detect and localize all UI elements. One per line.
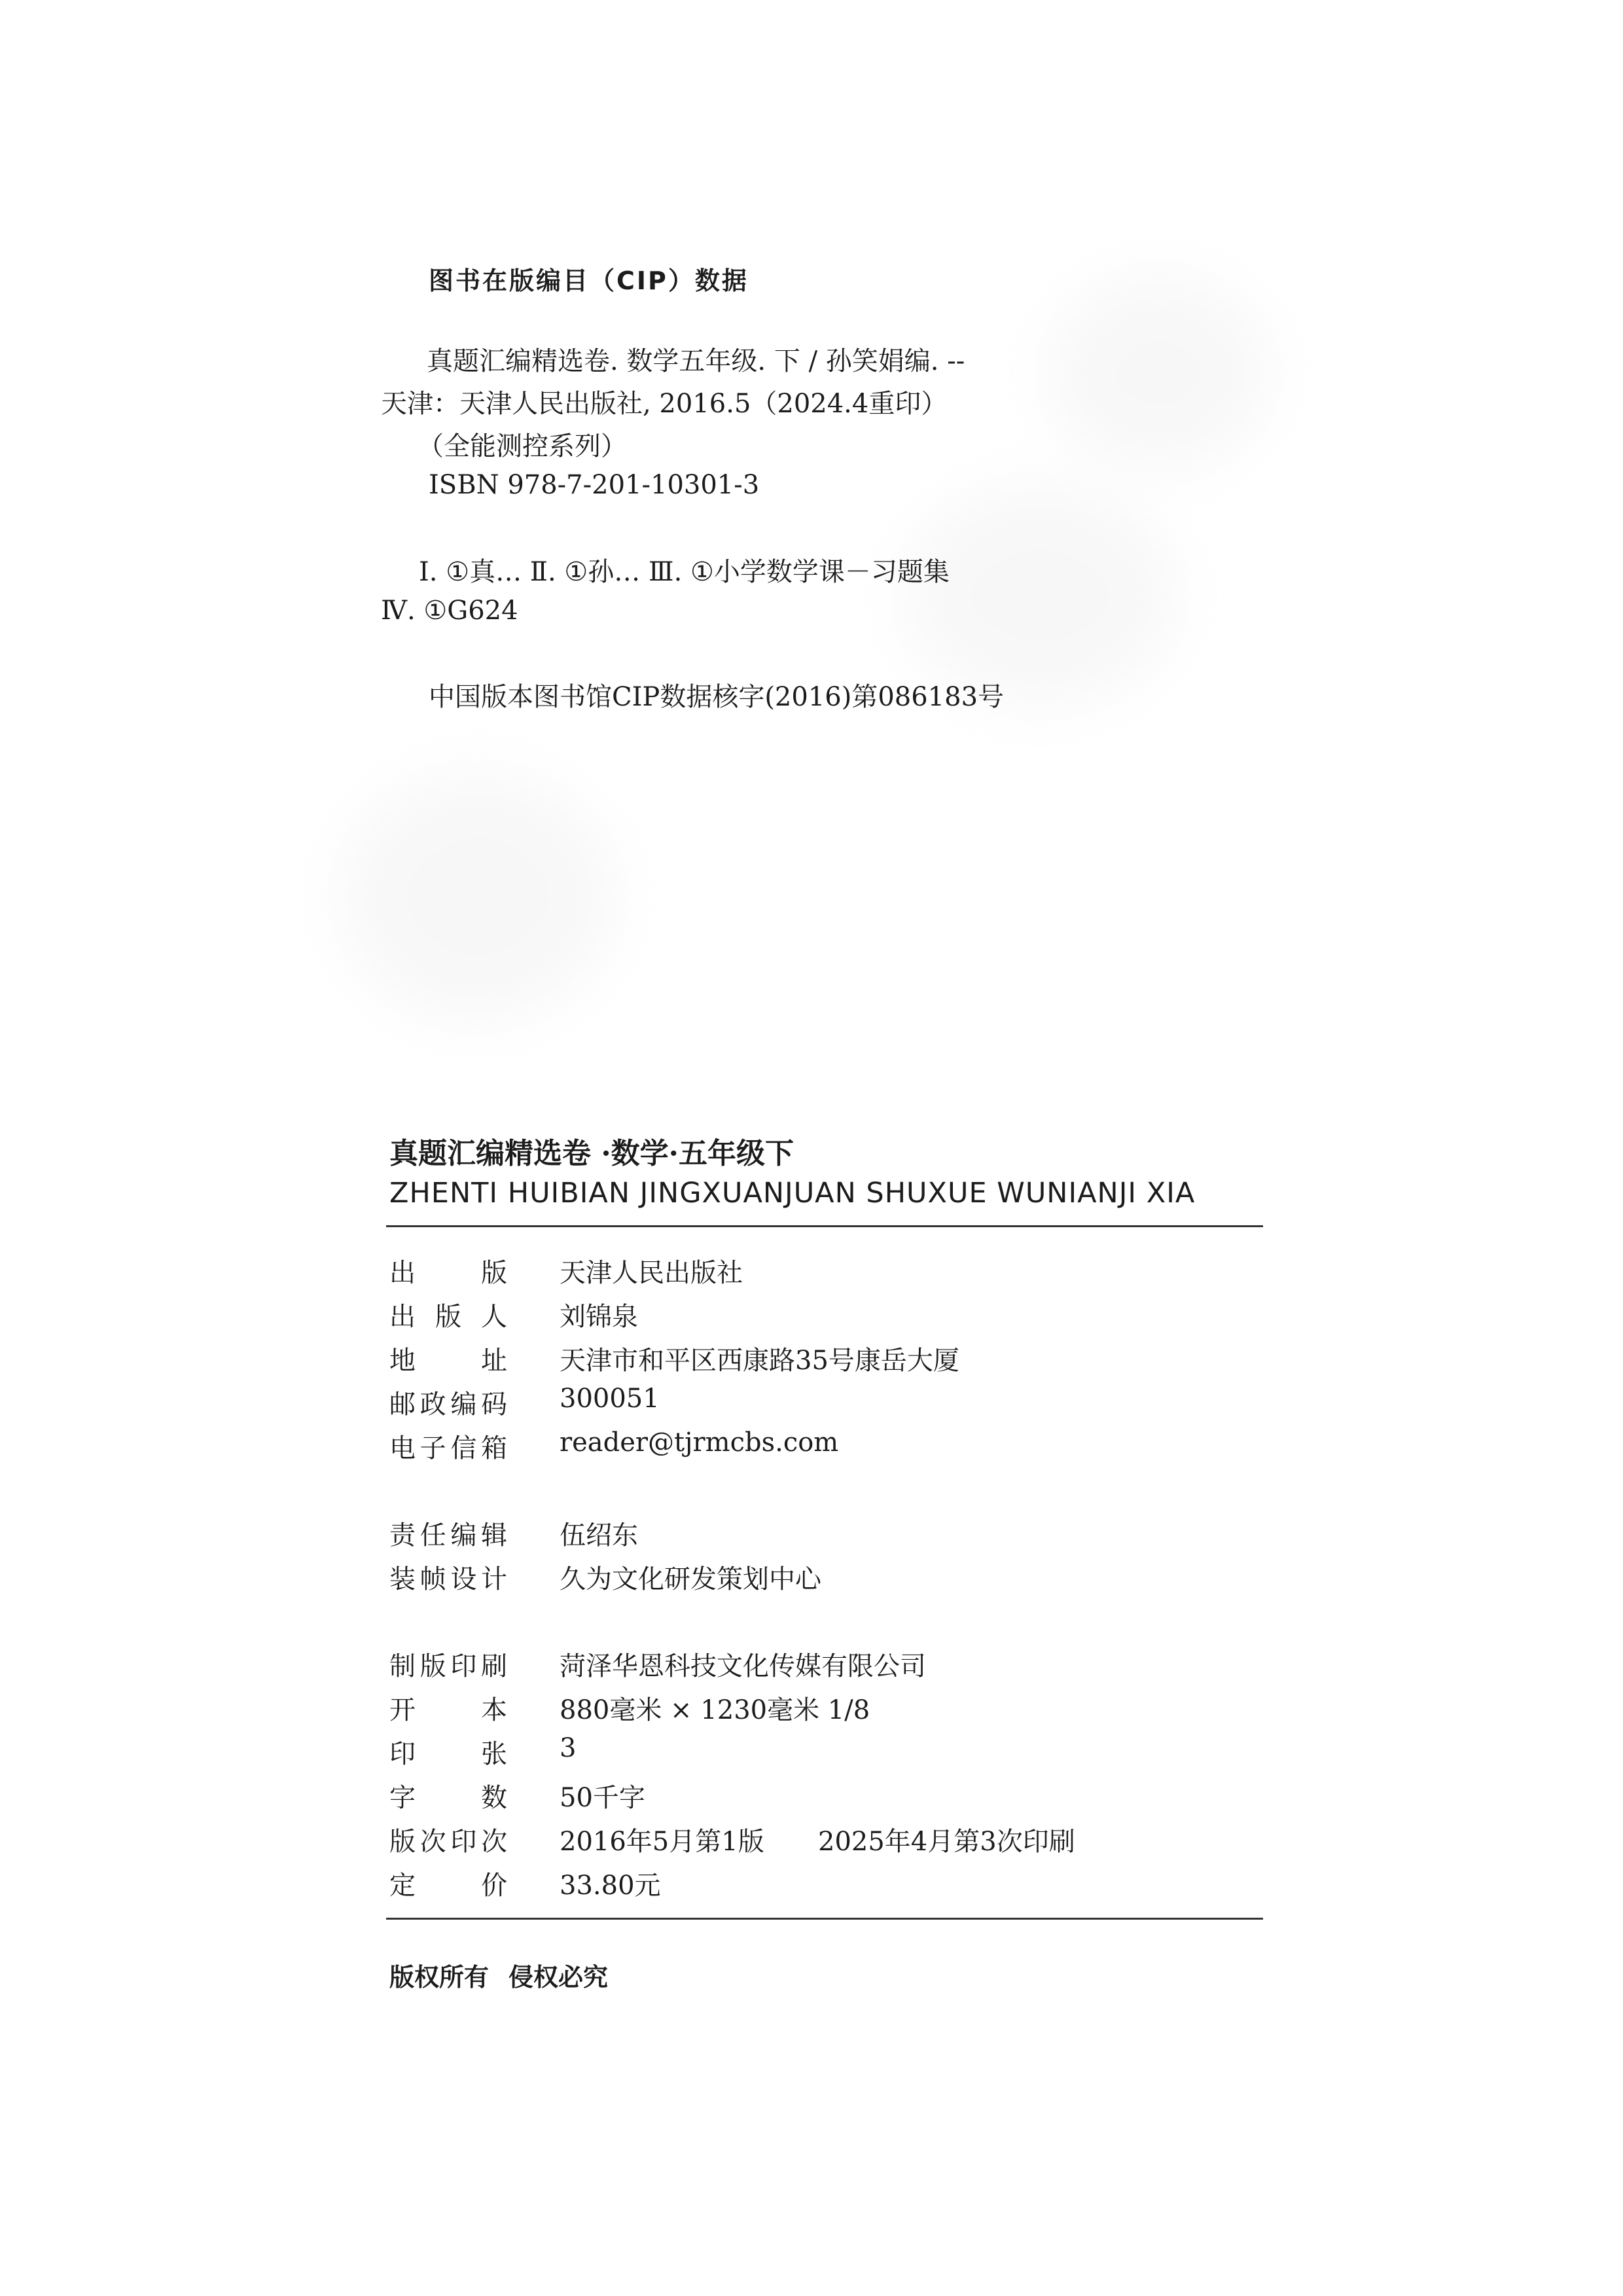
detail-label: 印张: [389, 1739, 507, 1769]
detail-label: 地址: [389, 1346, 507, 1376]
copyright-notice: [389, 1957, 628, 1993]
book-title: 真题汇编精选卷 ·数学·五年级下: [389, 1137, 794, 1170]
detail-label: 字数: [389, 1783, 507, 1813]
scan-blotch: [1047, 275, 1270, 471]
cip-title: 图书在版编目（CIP）数据: [429, 266, 749, 295]
copyright-left: 版权所有: [389, 1963, 490, 1992]
scan-blotch: [903, 484, 1178, 707]
detail-value: 久为文化研发策划中心: [560, 1564, 821, 1594]
detail-value: 300051: [560, 1384, 660, 1414]
detail-label: 制版印刷: [389, 1651, 507, 1681]
copyright-right: 侵权必究: [508, 1963, 609, 1992]
detail-label: 邮政编码: [389, 1390, 507, 1420]
cip-line: 真题汇编精选卷. 数学五年级. 下 / 孙笑娟编. --: [427, 346, 965, 376]
detail-value: 33.80元: [560, 1871, 661, 1901]
detail-label: 装帧设计: [389, 1564, 507, 1594]
detail-label: 版次印次: [389, 1827, 507, 1857]
cip-isbn: ISBN 978-7-201-10301-3: [429, 470, 760, 500]
detail-value-secondary: 2025年4月第3次印刷: [818, 1827, 1075, 1857]
cip-line: （全能测控系列）: [418, 431, 627, 461]
detail-value: 天津人民出版社: [560, 1258, 743, 1288]
detail-value: reader@tjrmcbs.com: [560, 1427, 839, 1458]
detail-label: 出版: [389, 1258, 507, 1288]
detail-value: 50千字: [560, 1783, 645, 1813]
divider-top: [386, 1225, 1263, 1227]
detail-value: 伍绍东: [560, 1520, 638, 1551]
detail-label: 责任编辑: [389, 1520, 507, 1551]
detail-value: 天津市和平区西康路35号康岳大厦: [560, 1346, 959, 1376]
book-title-pinyin: ZHENTI HUIBIAN JINGXUANJUAN SHUXUE WUNIANJI XIA: [389, 1177, 1196, 1210]
cip-classification: Ⅳ. ①G624: [381, 596, 518, 626]
detail-label: 出版人: [389, 1302, 507, 1332]
detail-value: 3: [560, 1733, 577, 1763]
detail-label: 开本: [389, 1695, 507, 1725]
divider-bottom: [386, 1918, 1263, 1920]
cip-line: 天津：天津人民出版社, 2016.5（2024.4重印）: [381, 389, 948, 419]
cip-record-number: 中国版本图书馆CIP数据核字(2016)第086183号: [429, 682, 1005, 712]
detail-label: 定价: [389, 1871, 507, 1901]
cip-classification: Ⅰ. ①真… Ⅱ. ①孙… Ⅲ. ①小学数学课－习题集: [419, 557, 950, 587]
detail-label: 电子信箱: [389, 1433, 507, 1463]
detail-value: 880毫米 × 1230毫米 1/8: [560, 1695, 870, 1725]
detail-value: 2016年5月第1版: [560, 1827, 764, 1857]
detail-value: 菏泽华恩科技文化传媒有限公司: [560, 1651, 926, 1681]
detail-value: 刘锦泉: [560, 1302, 638, 1332]
scan-blotch: [340, 772, 615, 1021]
